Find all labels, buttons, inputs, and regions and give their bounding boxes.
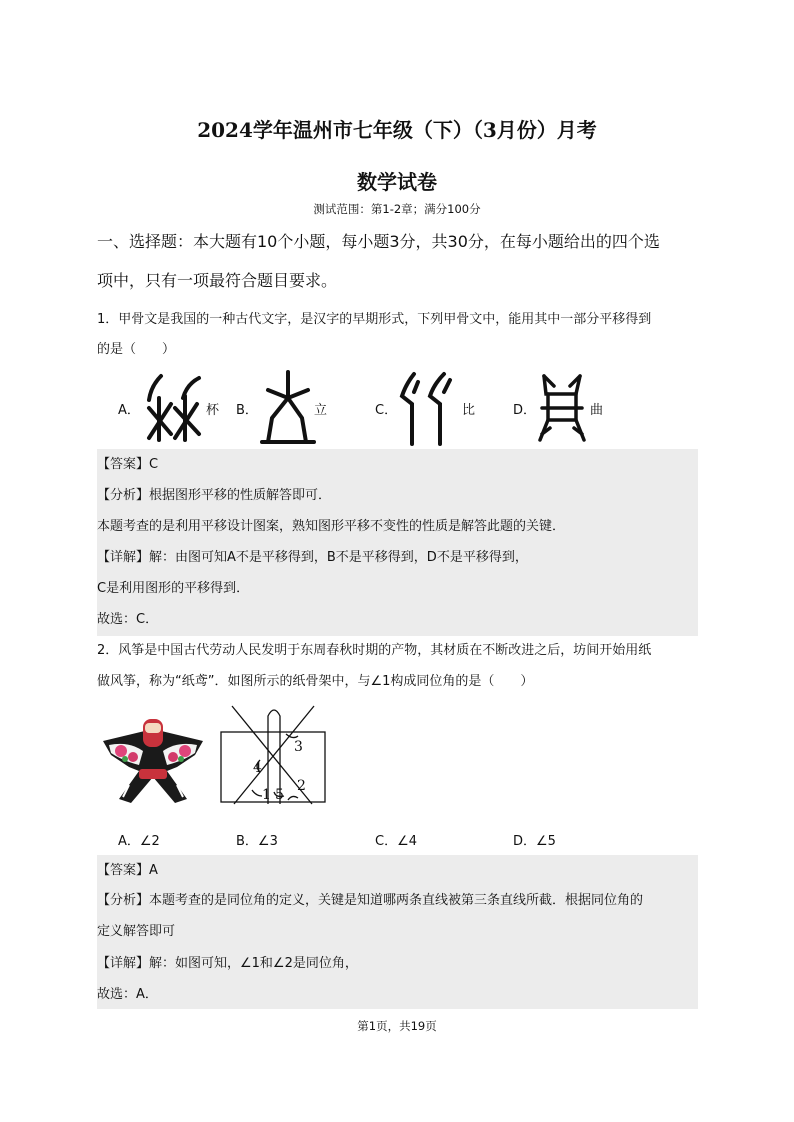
- q1-stem-line2: 的是（ ）: [97, 342, 176, 357]
- paper-kite-image: [99, 711, 207, 807]
- q2-stem-line1: 2．风筝是中国古代劳动人民发明于东周春秋时期的产物，其材质在不断改进之后，坊间开始用纸: [97, 643, 652, 658]
- angle-label-4: 4: [253, 760, 262, 776]
- kite-frame-diagram: [218, 704, 330, 806]
- q2-answer: 【答案】A: [97, 863, 158, 878]
- angle-label-2: 2: [297, 778, 306, 794]
- section-heading-line1: 一、选择题：本大题有10个小题，每小题3分，共30分，在每小题给出的四个选: [97, 232, 660, 251]
- q1-analysis-line1: 【分析】根据图形平移的性质解答即可．: [97, 488, 332, 503]
- q2-choose: 故选：A．: [97, 987, 158, 1002]
- q2-analysis-line2: 定义解答即可: [97, 924, 176, 939]
- q1-stem-line1: 1．甲骨文是我国的一种古代文字，是汉字的早期形式，下列甲骨文中，能用其中一部分平移得到: [97, 312, 652, 327]
- q2-analysis-line1: 【分析】本题考查的是同位角的定义，关键是知道哪两条直线被第三条直线所截．根据同位角的: [97, 893, 644, 908]
- q2-detail-line1: 【详解】解：如图可知，∠1和∠2是同位角，: [97, 956, 358, 971]
- oracle-bi-glyph: [396, 368, 458, 446]
- q1-option-a-char: 杯: [206, 403, 220, 418]
- q2-solution-box: [97, 855, 698, 1009]
- q1-option-d-char: 曲: [590, 403, 604, 418]
- q2-option-b: B．∠3: [236, 834, 278, 849]
- q1-detail-line2: C是利用图形的平移得到．: [97, 581, 250, 596]
- q1-option-a-letter: A．: [118, 403, 140, 418]
- q1-answer: 【答案】C: [97, 457, 159, 472]
- page-footer: 第1页，共19页: [357, 1019, 437, 1033]
- page-subtitle: 数学试卷: [357, 170, 437, 194]
- q2-option-c: C．∠4: [375, 834, 418, 849]
- q2-option-d: D．∠5: [513, 834, 556, 849]
- q1-solution-box: [97, 449, 698, 636]
- q2-stem-line2: 做风筝，称为“纸鸢”．如图所示的纸骨架中，与∠1构成同位角的是（ ）: [97, 674, 534, 689]
- q1-choose: 故选：C．: [97, 612, 159, 627]
- page-title: 2024学年温州市七年级（下）（3月份）月考: [197, 118, 597, 142]
- q1-option-c-letter: C．: [375, 403, 398, 418]
- test-scope: 测试范围：第1-2章；满分100分: [313, 202, 481, 216]
- angle-label-3: 3: [294, 739, 303, 755]
- angle-label-1: 1: [262, 787, 271, 803]
- section-heading-line2: 项中，只有一项最符合题目要求。: [97, 271, 338, 290]
- q1-option-d-letter: D．: [513, 403, 537, 418]
- oracle-qu-glyph: [536, 368, 588, 444]
- q1-option-b-letter: B．: [236, 403, 258, 418]
- q1-analysis-line2: 本题考查的是利用平移设计图案，熟知图形平移不变性的性质是解答此题的关键．: [97, 519, 566, 534]
- oracle-li-glyph: [258, 368, 318, 446]
- q2-option-a: A．∠2: [118, 834, 160, 849]
- q1-option-c-char: 比: [462, 403, 476, 418]
- angle-label-5: 5: [275, 787, 284, 803]
- q1-option-b-char: 立: [314, 403, 328, 418]
- q1-detail-line1: 【详解】解：由图可知A不是平移得到，B不是平移得到，D不是平移得到，: [97, 550, 528, 565]
- oracle-bei-glyph: [141, 368, 207, 444]
